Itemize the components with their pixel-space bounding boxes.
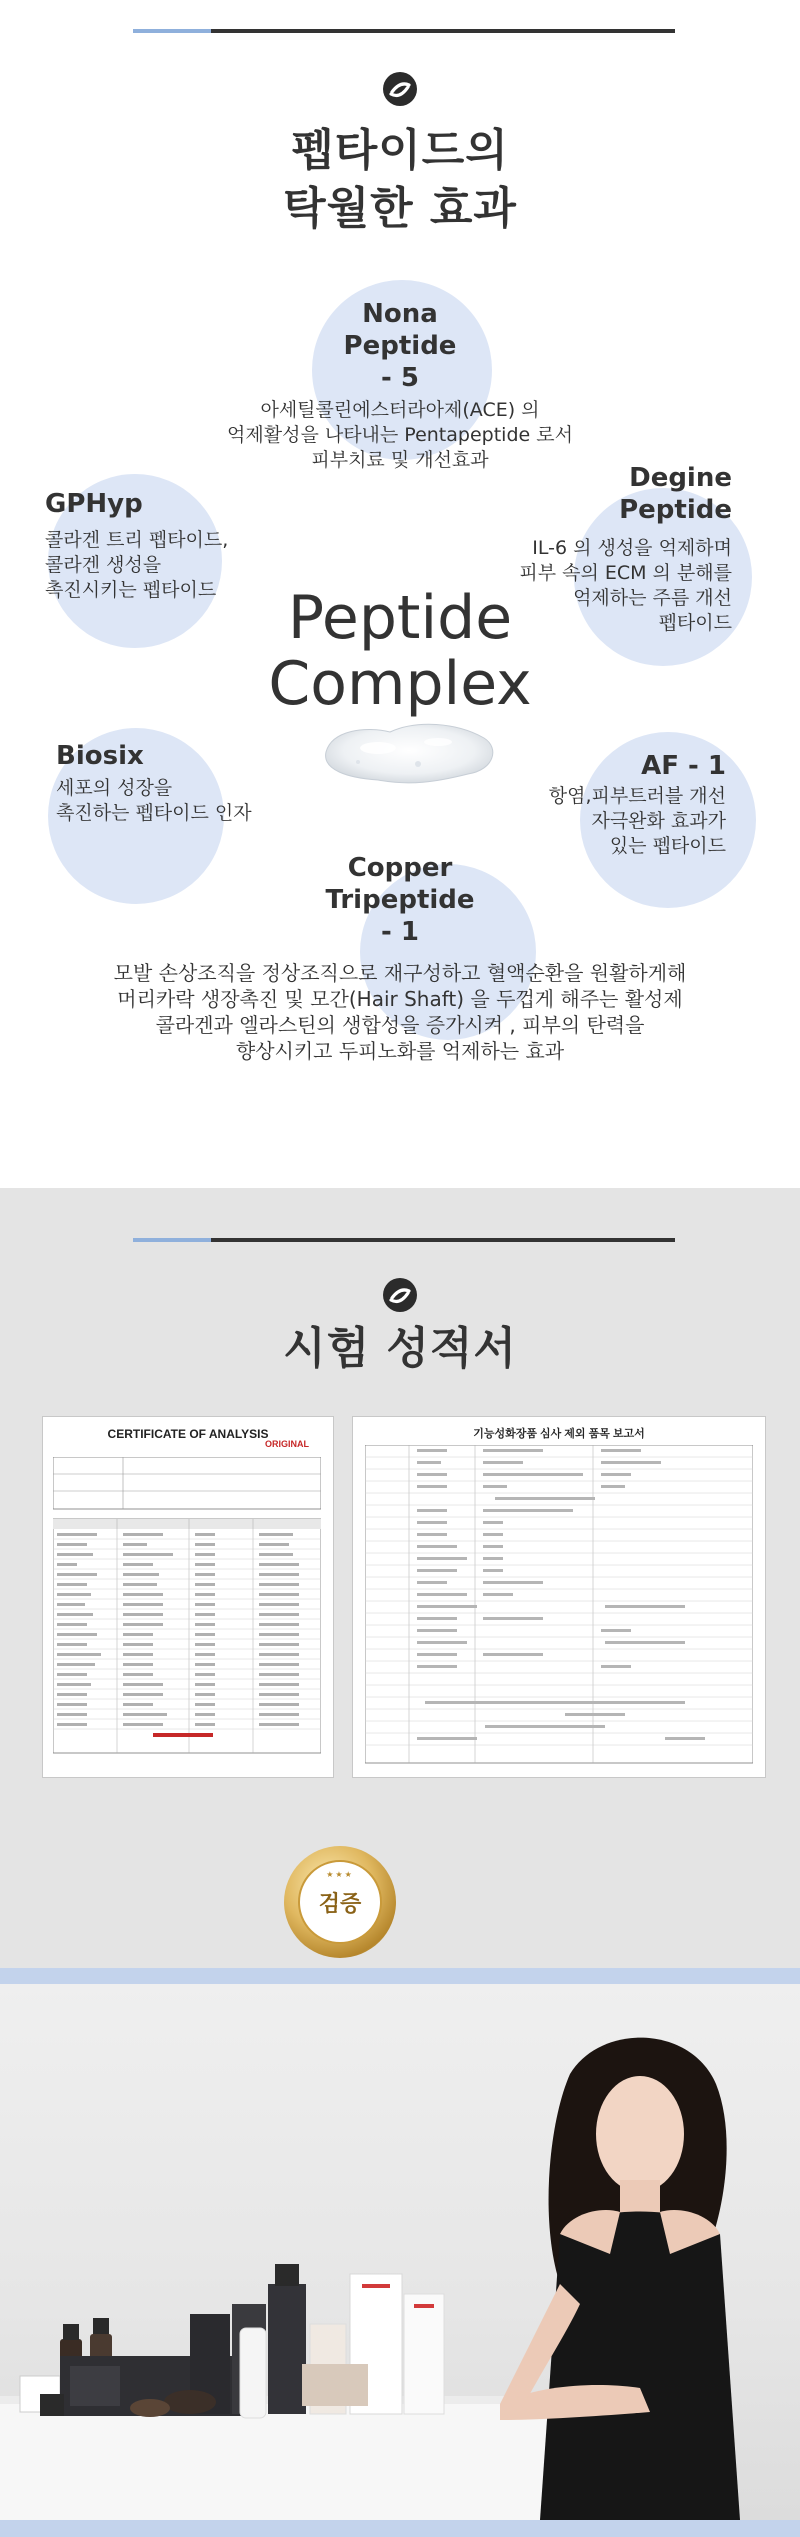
peptide-complex-line2: Complex <box>268 649 532 719</box>
nona-title-line2: Peptide <box>343 331 457 361</box>
biosix-title <box>56 740 256 772</box>
section1-title-line1: 펩타이드의 <box>291 125 509 176</box>
copper-title-line3: - 1 <box>381 917 419 947</box>
af1-title-line1: AF - 1 <box>641 751 726 781</box>
nona-desc-line3: 피부치료 및 개선효과 <box>311 449 489 471</box>
biosix-desc-line2: 촉진하는 펩타이드 인자 <box>56 802 252 824</box>
af1-desc <box>516 784 726 859</box>
gphyp-desc-line3: 촉진시키는 펩타이드 <box>45 579 217 601</box>
coa-table <box>53 1457 321 1757</box>
copper-desc-line3: 콜라겐과 엘라스틴의 생합성을 증가시켜 , 피부의 탄력을 <box>155 1013 645 1037</box>
photo-top-band <box>0 1968 800 1984</box>
section1-title <box>0 122 800 238</box>
nona-peptide-title <box>300 298 500 394</box>
functional-cosmetics-report-doc <box>352 1416 766 1778</box>
top-divider-accent <box>133 29 211 33</box>
report-title: 기능성화장품 심사 제외 품목 보고서 <box>473 1428 645 1440</box>
af1-desc-line1: 항염,피부트러블 개선 <box>548 785 726 807</box>
section2-title: 시험 성적서 <box>283 1323 517 1374</box>
coa-title: CERTIFICATE OF ANALYSIS <box>107 1427 269 1441</box>
photo-bottom-band <box>0 2520 800 2537</box>
coa-badge: ORIGINAL <box>265 1439 309 1449</box>
nona-desc-line1: 아세틸콜린에스터라아제(ACE) 의 <box>260 399 540 421</box>
seal-stars: ★★★ <box>326 1870 354 1879</box>
gphyp-desc-line1: 콜라겐 트리 펩타이드, <box>45 529 229 551</box>
biosix-desc <box>56 776 296 826</box>
gphyp-desc-line2: 콜라겐 생성을 <box>45 554 162 576</box>
degine-desc-line1: IL-6 의 생성을 억제하며 <box>532 537 732 559</box>
copper-title-line2: Tripeptide <box>325 885 475 915</box>
seal-text: 검증 <box>318 1892 362 1917</box>
coa-table-lines <box>53 1457 321 1757</box>
brand-logo-icon <box>383 72 417 106</box>
top-divider-dark <box>211 29 675 33</box>
peptide-complex-line1: Peptide <box>287 583 513 653</box>
certificate-of-analysis-doc <box>42 1416 334 1778</box>
copper-desc-line4: 향상시키고 두피노화를 억제하는 효과 <box>235 1039 565 1063</box>
af1-desc-line2: 자극완화 효과가 <box>591 810 726 832</box>
copper-title <box>300 852 500 948</box>
brand-logo-icon-2 <box>383 1278 417 1312</box>
af1-title <box>530 750 726 782</box>
degine-title-line1: Degine <box>629 463 732 493</box>
degine-desc-line2: 피부 속의 ECM 의 분해를 <box>519 562 732 584</box>
copper-desc-line1: 모발 손상조직을 정상조직으로 재구성하고 혈액순환을 원활하게해 <box>113 961 687 985</box>
product-model-photo <box>0 1984 800 2520</box>
copper-title-line1: Copper <box>347 853 453 883</box>
product-model-illustration <box>0 1984 800 2520</box>
degine-desc-line3: 억제하는 주름 개선 <box>573 587 732 609</box>
peptide-complex-title <box>0 585 800 717</box>
gphyp-title-line1: GPHyp <box>45 489 143 519</box>
copper-desc-line2: 머리카락 생장촉진 및 모간(Hair Shaft) 을 두껍게 해주는 활성제 <box>117 987 683 1011</box>
degine-desc-line4: 펩타이드 <box>658 612 732 634</box>
degine-title-line2: Peptide <box>619 495 732 525</box>
copper-desc <box>60 960 740 1064</box>
nona-title-line3: - 5 <box>381 363 419 393</box>
section-test-reports <box>0 1188 800 1968</box>
degine-title <box>532 462 732 526</box>
biosix-desc-line1: 세포의 성장을 <box>56 777 173 799</box>
biosix-title-line1: Biosix <box>56 741 144 771</box>
gphyp-title <box>45 488 265 520</box>
af1-desc-line3: 있는 펩타이드 <box>609 835 726 857</box>
nona-title-line1: Nona <box>362 299 438 329</box>
verified-seal-badge <box>284 1846 396 1958</box>
seal-inner <box>298 1860 382 1944</box>
sec2-divider-dark <box>211 1238 675 1242</box>
report-table-lines <box>365 1445 753 1767</box>
gel-texture-image <box>318 712 502 792</box>
section1-title-line2: 탁월한 효과 <box>283 183 517 234</box>
nona-desc-line2: 억제활성을 나타내는 Pentapeptide 로서 <box>227 424 573 446</box>
sec2-divider-accent <box>133 1238 211 1242</box>
